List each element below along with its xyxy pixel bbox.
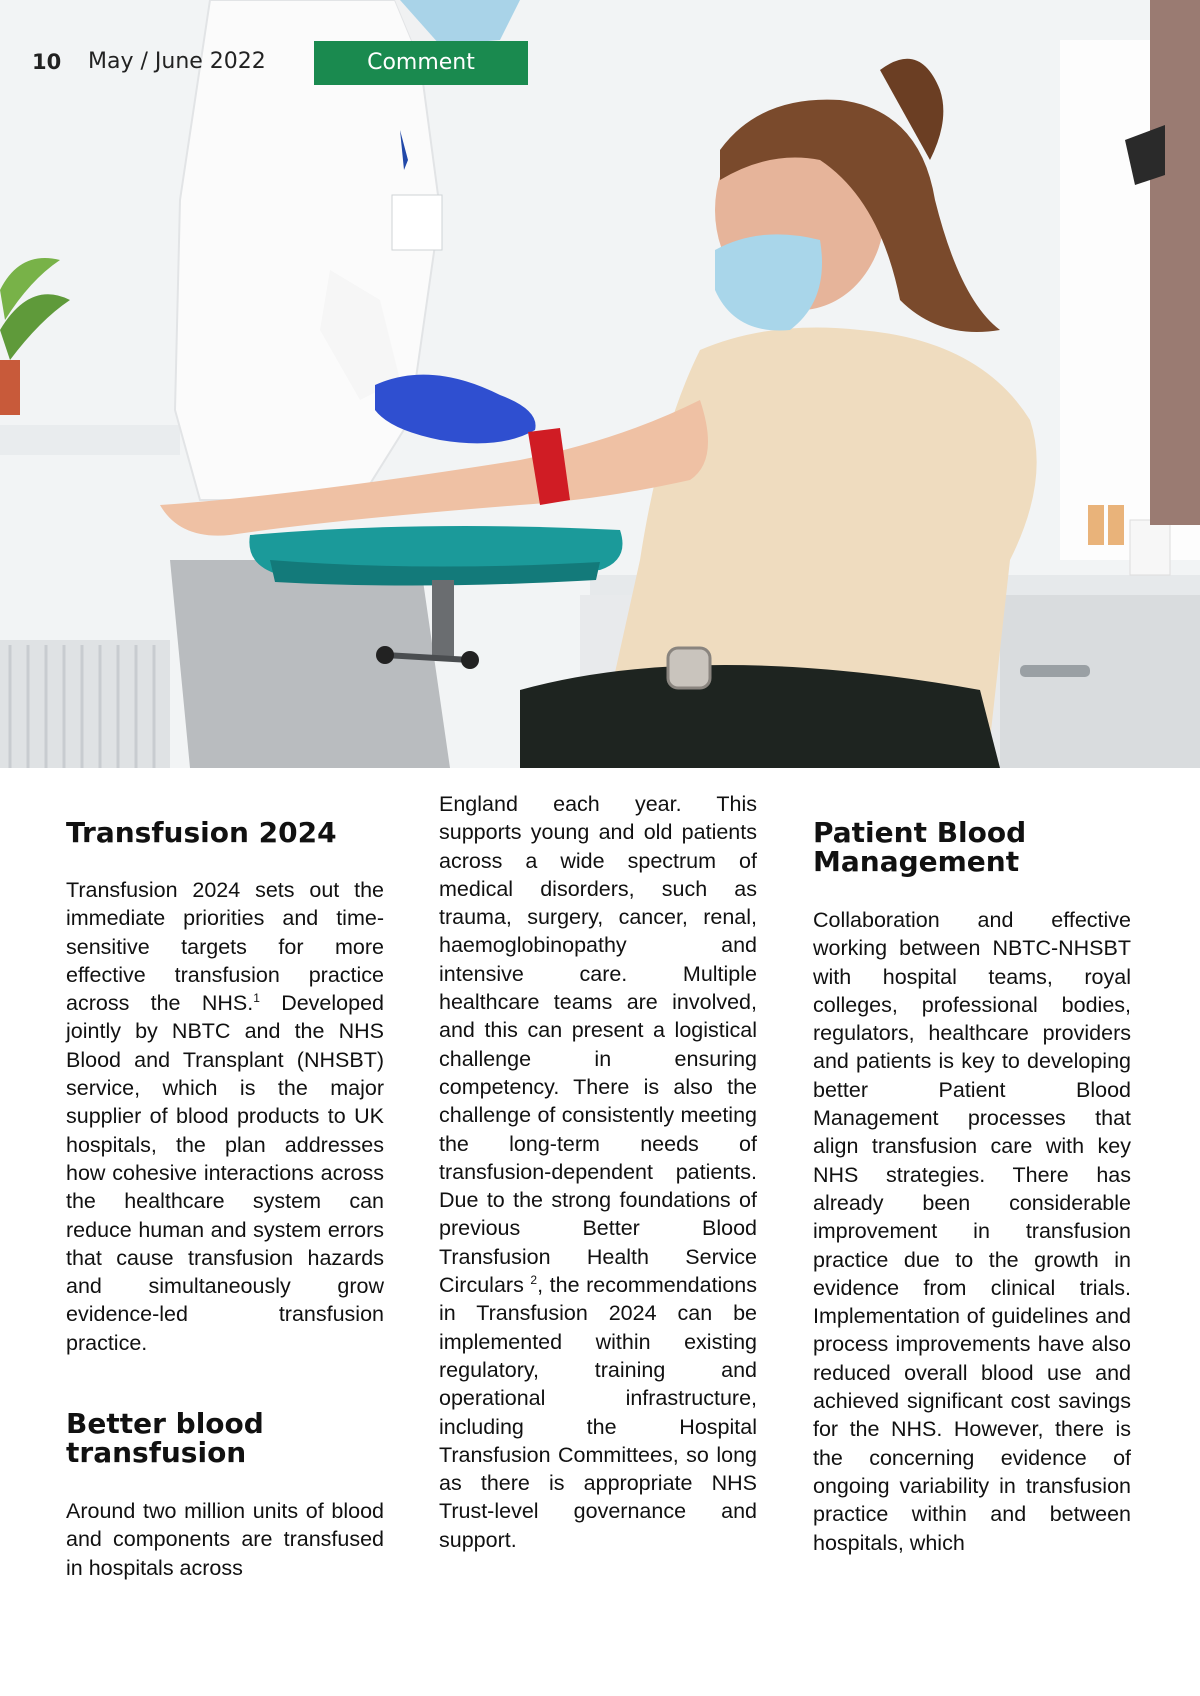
section-tag: Comment xyxy=(314,41,528,85)
paragraph-transfusion-2024: Transfusion 2024 sets out the immediate priorities and time-sensitive targets for more effective transfusion practice across the NHS.$^1$ Developed jointly by NBTC and the NHS Blood and Transplant (NHSBT) service, which is the major supplier of blood products to UK hospitals, the plan addresses how cohesive interactions across the healthcare system can reduce human and system errors that cause transfusion hazards and simultaneously grow evidence-led transfusion practice. xyxy=(66,878,384,1355)
heading-transfusion-2024: Transfusion 2024 xyxy=(66,816,337,849)
article-column-3 xyxy=(813,790,1131,1557)
heading-patient-blood-management: Patient Blood Management xyxy=(813,816,1027,878)
article-column-1 xyxy=(66,790,384,1582)
issue-date: May / June 2022 xyxy=(88,49,266,74)
footnote-ref-2: 2 xyxy=(530,1272,538,1287)
page-header xyxy=(0,0,1200,120)
paragraph-patient-blood-management: Collaboration and effective working between NBTC-NHSBT with hospital teams, royal colleges, professional bodies, regulators, healthcare providers and patients is key to developing better Patient Blood Management processes that align transfusion care with key NHS strategies. There has already been considerable improvement in transfusion practice due to the growth in evidence from clinical trials. Implementation of guidelines and process improvements have also reduced overall blood use and achieved significant cost savings for the NHS. However, there is the concerning evidence of ongoing variability in transfusion practice within and between hospitals, which xyxy=(813,908,1131,1555)
page-number: 10 xyxy=(32,50,62,74)
article-column-2 xyxy=(439,790,757,1554)
heading-better-blood-transfusion: Better blood transfusion xyxy=(66,1407,264,1470)
paragraph-better-blood-transfusion: Around two million units of blood and components are transfused in hospitals across xyxy=(66,1499,384,1580)
footnote-ref-1: 1 xyxy=(253,991,260,1006)
paragraph-continued: England each year. This supports young and old patients across a wide spectrum of medical disorders, such as trauma, surgery, cancer, renal, haemoglobinopathy and intensive care. Multiple healthcare teams are involved, and this can present a logistical challenge in ensuring competency. There is also the challenge of consistently meeting the long-term needs of transfusion-dependent patients. Due to the strong foundations of previous Better Blood Transfusion Health Service Circulars $^2$, the recommendations in Transfusion 2024 can be implemented within existing regulatory, training and operational infrastructure, including the Hospital Transfusion Committees, so long as there is appropriate NHS Trust-level governance and support. xyxy=(439,792,757,1552)
